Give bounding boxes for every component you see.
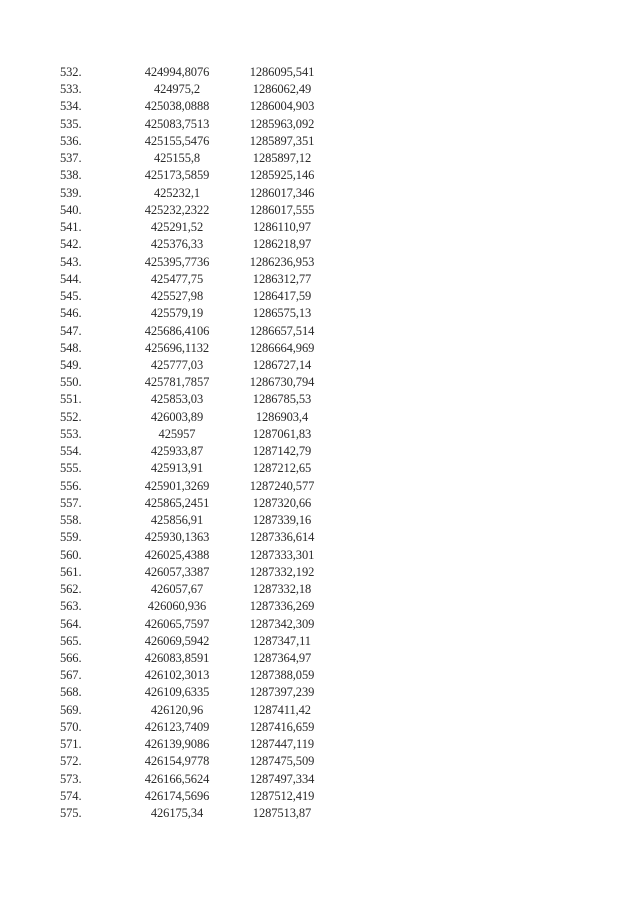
x-coordinate-cell: 425781,7857 [144,375,210,390]
y-coordinate-cell: 1287411,42 [253,702,311,717]
x-coordinate-cell: 426102,3013 [144,668,210,683]
table-row [60,202,332,219]
table-row [60,288,332,305]
x-coordinate-cell: 425376,33 [150,237,204,252]
x-coordinate-cell: 425232,2322 [144,202,210,217]
table-row [60,271,332,288]
row-number-cell: 548. [60,340,82,355]
x-coordinate-cell: 425038,0888 [144,99,210,114]
table-row [60,581,332,598]
y-coordinate-cell: 1286017,346 [249,185,315,200]
x-coordinate-cell: 426060,936 [147,599,207,614]
y-coordinate-cell: 1286664,969 [249,340,315,355]
y-coordinate-cell: 1287364,97 [252,650,312,665]
row-number-cell: 540. [60,202,82,217]
y-coordinate-cell: 1286004,903 [249,99,315,114]
y-coordinate-cell: 1286236,953 [249,254,315,269]
table-row [60,598,332,615]
y-coordinate-cell: 1286110,97 [253,220,311,235]
table-row [60,495,332,512]
row-number-cell: 564. [60,616,82,631]
y-coordinate-cell: 1285963,092 [249,116,315,131]
row-number-cell: 575. [60,806,82,821]
x-coordinate-cell: 426166,5624 [144,771,210,786]
y-coordinate-cell: 1287475,509 [249,754,315,769]
x-coordinate-cell: 425777,03 [150,357,204,372]
table-row [60,133,332,150]
row-number-cell: 567. [60,668,82,683]
y-coordinate-cell: 1286312,77 [252,271,312,286]
y-coordinate-cell: 1287342,309 [249,616,315,631]
x-coordinate-cell: 426120,96 [150,702,204,717]
table-row [60,478,332,495]
row-number-cell: 542. [60,237,82,252]
table-row [60,805,332,822]
table-row [60,529,332,546]
row-number-cell: 573. [60,771,82,786]
y-coordinate-cell: 1286218,97 [252,237,312,252]
table-row [60,167,332,184]
x-coordinate-cell: 425913,91 [150,461,204,476]
y-coordinate-cell: 1286657,514 [249,323,315,338]
table-row [60,150,332,167]
row-number-cell: 558. [60,513,82,528]
table-row [60,702,332,719]
table-row [60,374,332,391]
x-coordinate-cell: 425579,19 [150,306,204,321]
x-coordinate-cell: 425957 [158,426,196,441]
row-number-cell: 571. [60,737,82,752]
row-number-cell: 562. [60,582,82,597]
row-number-cell: 545. [60,289,82,304]
row-number-cell: 553. [60,426,82,441]
x-coordinate-cell: 425856,91 [150,513,204,528]
y-coordinate-cell: 1287347,11 [253,633,311,648]
y-coordinate-cell: 1287336,614 [249,530,315,545]
x-coordinate-cell: 426025,4388 [144,547,210,562]
y-coordinate-cell: 1287336,269 [249,599,315,614]
y-coordinate-cell: 1287447,119 [249,737,315,752]
y-coordinate-cell: 1287388,059 [249,668,315,683]
table-row [60,650,332,667]
table-row [60,236,332,253]
table-row [60,219,332,236]
x-coordinate-cell: 426065,7597 [144,616,210,631]
x-coordinate-cell: 426154,9778 [144,754,210,769]
row-number-cell: 566. [60,650,82,665]
row-number-cell: 574. [60,788,82,803]
x-coordinate-cell: 426057,67 [150,582,204,597]
x-coordinate-cell: 426175,34 [150,806,204,821]
row-number-cell: 537. [60,151,82,166]
x-coordinate-cell: 425527,98 [150,289,204,304]
y-coordinate-cell: 1287320,66 [252,495,312,510]
x-coordinate-cell: 425696,1132 [144,340,210,355]
row-number-cell: 559. [60,530,82,545]
y-coordinate-cell: 1285897,351 [249,133,315,148]
x-coordinate-cell: 426057,3387 [144,564,210,579]
x-coordinate-cell: 425083,7513 [144,116,210,131]
table-row [60,512,332,529]
row-number-cell: 535. [60,116,82,131]
x-coordinate-cell: 425865,2451 [144,495,210,510]
row-number-cell: 532. [60,65,82,79]
row-number-cell: 544. [60,271,82,286]
table-row [60,616,332,633]
y-coordinate-cell: 1287142,79 [252,444,312,459]
x-coordinate-cell: 425686,4106 [144,323,210,338]
x-coordinate-cell: 425933,87 [150,444,204,459]
row-number-cell: 538. [60,168,82,183]
y-coordinate-cell: 1287061,83 [252,426,312,441]
table-row [60,460,332,477]
row-number-cell: 557. [60,495,82,510]
x-coordinate-cell: 425395,7736 [144,254,210,269]
coordinates-table [60,64,332,822]
row-number-cell: 551. [60,392,82,407]
y-coordinate-cell: 1285925,146 [249,168,315,183]
row-number-cell: 565. [60,633,82,648]
row-number-cell: 555. [60,461,82,476]
row-number-cell: 550. [60,375,82,390]
y-coordinate-cell: 1287497,334 [249,771,315,786]
row-number-cell: 556. [60,478,82,493]
y-coordinate-cell: 1286017,555 [249,202,315,217]
row-number-cell: 561. [60,564,82,579]
row-number-cell: 534. [60,99,82,114]
row-number-cell: 554. [60,444,82,459]
table-row [60,684,332,701]
table-row [60,305,332,322]
row-number-cell: 563. [60,599,82,614]
table-row [60,443,332,460]
y-coordinate-cell: 1287332,18 [252,582,312,597]
table-row [60,185,332,202]
y-coordinate-cell: 1285897,12 [252,151,312,166]
table-row [60,98,332,115]
row-number-cell: 549. [60,357,82,372]
row-number-cell: 572. [60,754,82,769]
row-number-cell: 539. [60,185,82,200]
x-coordinate-cell: 425853,03 [150,392,204,407]
table-row [60,771,332,788]
table-row [60,391,332,408]
y-coordinate-cell: 1287332,192 [249,564,315,579]
table-row [60,667,332,684]
x-coordinate-cell: 426083,8591 [144,650,210,665]
y-coordinate-cell: 1286730,794 [249,375,315,390]
table-row [60,340,332,357]
table-row [60,426,332,443]
y-coordinate-cell: 1286417,59 [252,289,312,304]
row-number-cell: 568. [60,685,82,700]
row-number-cell: 543. [60,254,82,269]
y-coordinate-cell: 1286785,53 [252,392,312,407]
x-coordinate-cell: 426139,9086 [144,737,210,752]
table-row [60,736,332,753]
x-coordinate-cell: 425477,75 [150,271,204,286]
table-row [60,409,332,426]
x-coordinate-cell: 426069,5942 [144,633,210,648]
x-coordinate-cell: 426123,7409 [144,719,210,734]
row-number-cell: 570. [60,719,82,734]
coordinates-table-body [60,64,332,822]
table-row [60,254,332,271]
y-coordinate-cell: 1286727,14 [252,357,312,372]
y-coordinate-cell: 1287397,239 [249,685,315,700]
x-coordinate-cell: 425173,5859 [144,168,210,183]
table-row [60,323,332,340]
y-coordinate-cell: 1286095,541 [249,65,315,79]
x-coordinate-cell: 425901,3269 [144,478,210,493]
x-coordinate-cell: 426109,6335 [144,685,210,700]
x-coordinate-cell: 425155,8 [153,151,201,166]
table-row [60,788,332,805]
row-number-cell: 546. [60,306,82,321]
y-coordinate-cell: 1287212,65 [252,461,312,476]
row-number-cell: 541. [60,220,82,235]
table-row [60,547,332,564]
row-number-cell: 569. [60,702,82,717]
y-coordinate-cell: 1287240,577 [249,478,315,493]
x-coordinate-cell: 424994,8076 [144,65,210,79]
y-coordinate-cell: 1286062,49 [252,82,312,97]
x-coordinate-cell: 425291,52 [150,220,204,235]
table-row [60,116,332,133]
row-number-cell: 560. [60,547,82,562]
row-number-cell: 533. [60,82,82,97]
x-coordinate-cell: 425155,5476 [144,133,210,148]
row-number-cell: 536. [60,133,82,148]
table-row [60,357,332,374]
table-row [60,753,332,770]
y-coordinate-cell: 1287416,659 [249,719,315,734]
table-row [60,719,332,736]
y-coordinate-cell: 1286575,13 [252,306,312,321]
row-number-cell: 552. [60,409,82,424]
row-number-cell: 547. [60,323,82,338]
table-row [60,81,332,98]
y-coordinate-cell: 1286903,4 [255,409,309,424]
table-row [60,64,332,81]
y-coordinate-cell: 1287339,16 [252,513,312,528]
x-coordinate-cell: 425232,1 [153,185,201,200]
table-row [60,564,332,581]
x-coordinate-cell: 424975,2 [153,82,201,97]
y-coordinate-cell: 1287513,87 [252,806,312,821]
x-coordinate-cell: 426003,89 [150,409,204,424]
y-coordinate-cell: 1287333,301 [249,547,315,562]
y-coordinate-cell: 1287512,419 [249,788,315,803]
x-coordinate-cell: 426174,5696 [144,788,210,803]
table-row [60,633,332,650]
x-coordinate-cell: 425930,1363 [144,530,210,545]
